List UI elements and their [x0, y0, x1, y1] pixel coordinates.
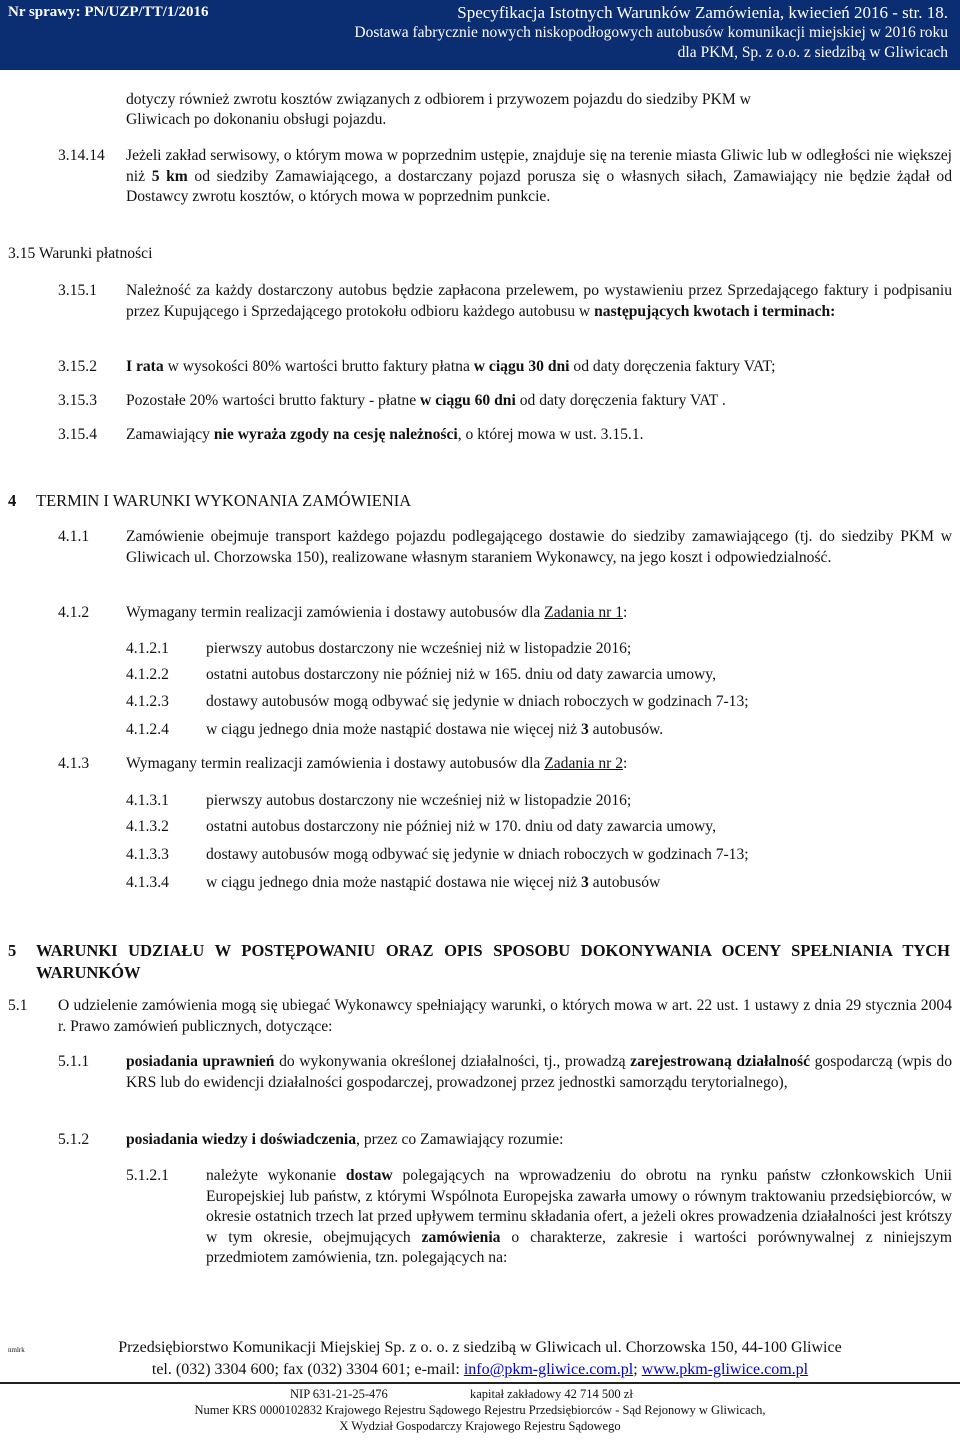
- clause-number: 4.1.1: [58, 528, 90, 545]
- clause-number: 5.1: [8, 997, 28, 1014]
- clause-number: 5.1.2: [58, 1131, 90, 1148]
- footer-department: X Wydział Gospodarczy Krajowego Rejestru Sądowego: [339, 1419, 621, 1433]
- footer-company: Przedsiębiorstwo Komunikacji Miejskiej Sp. z o. o. z siedzibą w Gliwicach ul. Chorzowska 150, 44-100 Gliwice: [118, 1339, 842, 1356]
- section-number-4: 4: [8, 491, 17, 510]
- item-4-1-3-3: dostawy autobusów mogą odbywać się jedynie w dniach roboczych w godzinach 7-13;: [206, 846, 749, 863]
- email-link[interactable]: info@pkm-gliwice.com.pl: [463, 1361, 634, 1378]
- clause-number: 3.15.1: [58, 282, 97, 299]
- item-number: 4.1.2.1: [126, 640, 169, 657]
- clause-5-1: O udzielenie zamówienia mogą się ubiegać Wykonawcy spełniający warunki, o których mowa w art. 22 ust. 1 ustawy z dnia 29 stycznia 2004 r. Prawo zamówień publicznych, dotyczące:: [58, 997, 952, 1035]
- clause-number: 3.15.4: [58, 426, 97, 443]
- item-4-1-2-4: w ciągu jednego dnia może nastąpić dostawa nie więcej niż 3 autobusów.: [206, 721, 664, 738]
- clause-3-15-4: Zamawiający nie wyraża zgody na cesję należności, o której mowa w ust. 3.15.1.: [126, 426, 644, 443]
- clause-number: 4.1.3: [58, 755, 90, 772]
- header-title-block: [188, 3, 948, 63]
- item-5-1-2-1: należyte wykonanie dostaw polegających na wprowadzeniu do obrotu na rynku państw członkowskich Unii Europejskiej lub państw, z którymi Wspólnota Europejska zawarła umowy o równym traktowaniu przedsiębiorców, w okresie ostatnich trzech lat przed upływem terminu składania ofert, a jeżeli okres prowadzenia działalności jest krótszy w tym okresie, obejmujących zamówienia o charakterze, zakresie i wartości porównywalnej z niniejszym przedmiotem zamówienia, tzn. polegających na:: [206, 1167, 952, 1266]
- continuation-line-2: Gliwicach po dokonaniu obsługi pojazdu.: [126, 111, 387, 128]
- section-heading-3-15: 3.15 Warunki płatności: [8, 245, 153, 262]
- header-line-3: dla PKM, Sp. z o.o. z siedzibą w Gliwicach: [677, 44, 948, 61]
- item-4-1-3-4: w ciągu jednego dnia może nastąpić dostawa nie więcej niż 3 autobusów: [206, 874, 661, 891]
- clause-number: 4.1.2: [58, 604, 90, 621]
- clause-number: 3.15.3: [58, 392, 97, 409]
- section-heading-4: TERMIN I WARUNKI WYKONANIA ZAMÓWIENIA: [36, 491, 412, 510]
- clause-4-1-2: Wymagany termin realizacji zamówienia i dostawy autobusów dla Zadania nr 1:: [126, 604, 628, 621]
- item-4-1-3-2: ostatni autobus dostarczony nie później niż w 170. dniu od daty zawarcia umowy,: [206, 818, 716, 835]
- clause-3-15-2: I rata w wysokości 80% wartości brutto faktury płatna w ciągu 30 dni od daty doręczenia faktury VAT;: [126, 358, 776, 375]
- header-line-1: Specyfikacja Istotnych Warunków Zamówienia, kwiecień 2016 - str. 18.: [457, 3, 948, 22]
- case-number: Nr sprawy: PN/UZP/TT/1/2016: [8, 4, 209, 20]
- item-number: 4.1.3.3: [126, 846, 169, 863]
- clause-5-1-1: posiadania uprawnień do wykonywania określonej działalności, tj., prowadzą zarejestrowaną działalność gospodarczą (wpis do KRS lub do ewidencji działalności gospodarczej, prowadzonej przez jednostki samorządu terytorialnego),: [126, 1053, 953, 1091]
- clause-4-1-3: Wymagany termin realizacji zamówienia i dostawy autobusów dla Zadania nr 2:: [126, 755, 628, 772]
- clause-5-1-2: posiadania wiedzy i doświadczenia, przez co Zamawiający rozumie:: [126, 1131, 564, 1148]
- item-4-1-2-1: pierwszy autobus dostarczony nie wcześniej niż w listopadzie 2016;: [206, 640, 632, 657]
- clause-3-14-14: Jeżeli zakład serwisowy, o którym mowa w poprzednim ustępie, znajduje się na terenie miasta Gliwic lub w odległości nie większej niż 5 km od siedziby Zamawiającego, a dostarczany pojazd porusza się o własnych siłach, Zamawiający nie będzie żądał od Dostawcy zwrotu kosztów, o których mowa w poprzednim punkcie.: [126, 147, 952, 205]
- footer-capital: kapitał zakładowy 42 714 500 zł: [470, 1387, 633, 1401]
- item-number: 4.1.3.1: [126, 792, 169, 809]
- clause-number: 3.15.2: [58, 358, 97, 375]
- item-number: 5.1.2.1: [126, 1167, 169, 1184]
- footer-nip: NIP 631-21-25-476: [290, 1387, 388, 1401]
- header-line-2: Dostawa fabrycznie nowych niskopodłogowych autobusów komunikacji miejskiej w 2016 roku: [354, 24, 948, 41]
- page-header: [0, 0, 960, 70]
- website-link[interactable]: www.pkm-gliwice.com.pl: [641, 1361, 809, 1378]
- clause-4-1-1: Zamówienie obejmuje transport każdego pojazdu podlegającego dostawie do siedziby zamawiającego (tj. do siedziby PKM w Gliwicach ul. Chorzowska 150), realizowane własnym staraniem Wykonawcy, na jego koszt i odpowiedzialność.: [126, 528, 952, 566]
- footer-contact: tel. (032) 3304 600; fax (032) 3304 601; e-mail: info@pkm-gliwice.com.pl; www.pkm-gliwice.com.pl: [151, 1361, 809, 1378]
- item-number: 4.1.2.3: [126, 693, 169, 710]
- item-4-1-3-1: pierwszy autobus dostarczony nie wcześniej niż w listopadzie 2016;: [206, 792, 632, 809]
- clause-number: 3.14.14: [58, 147, 105, 164]
- section-number-5: 5: [8, 941, 17, 960]
- clause-3-15-3: Pozostałe 20% wartości brutto faktury - płatne w ciągu 60 dni od daty doręczenia faktury VAT .: [126, 392, 726, 409]
- item-number: 4.1.2.4: [126, 721, 169, 738]
- footer-mark: nmlrk: [8, 1346, 25, 1354]
- section-heading-5: WARUNKI UDZIAŁU W POSTĘPOWANIU ORAZ OPIS SPOSOBU DOKONYWANIA OCENY SPEŁNIANIA TYCH WARUNKÓW: [36, 941, 950, 982]
- clause-number: 5.1.1: [58, 1053, 90, 1070]
- clause-3-15-1: Należność za każdy dostarczony autobus będzie zapłacona przelewem, po wystawieniu przez Sprzedającego faktury i podpisaniu przez Kupującego i Sprzedającego protokołu odbioru każdego autobusu w następujących kwotach i terminach:: [126, 282, 952, 320]
- item-4-1-2-2: ostatni autobus dostarczony nie później niż w 165. dniu od daty zawarcia umowy,: [206, 666, 716, 683]
- footer-krs: Numer KRS 0000102832 Krajowego Rejestru Sądowego Rejestru Przedsiębiorców - Sąd Rejonowy w Gliwicach,: [194, 1403, 766, 1417]
- item-number: 4.1.3.2: [126, 818, 169, 835]
- item-4-1-2-3: dostawy autobusów mogą odbywać się jedynie w dniach roboczych w godzinach 7-13;: [206, 693, 749, 710]
- item-number: 4.1.2.2: [126, 666, 169, 683]
- footer-divider: [0, 1382, 960, 1384]
- continuation-line-1: dotyczy również zwrotu kosztów związanych z odbiorem i przywozem pojazdu do siedziby PKM w: [126, 91, 751, 108]
- item-number: 4.1.3.4: [126, 874, 169, 891]
